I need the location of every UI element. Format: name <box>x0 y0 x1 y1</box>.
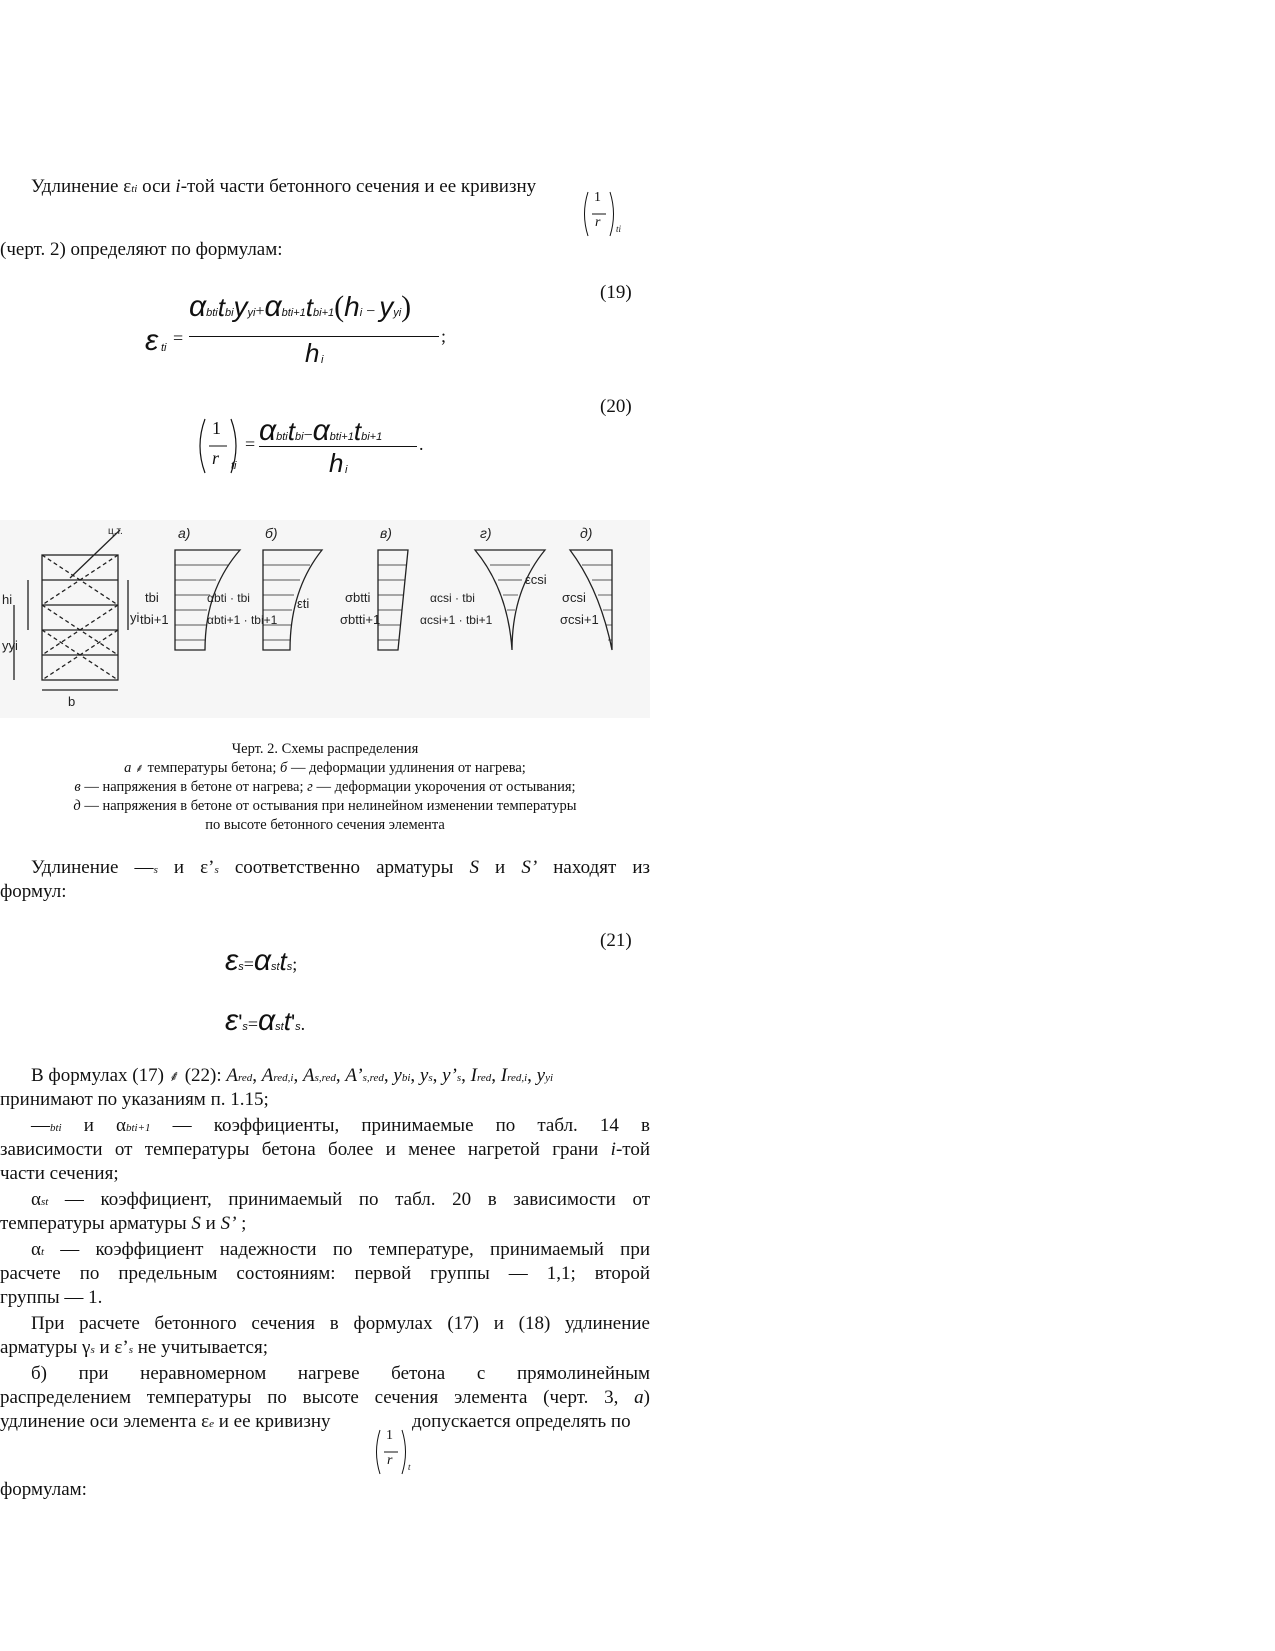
text: — коэффициенты, принимаемые по табл. 14 в <box>150 1115 650 1136</box>
var-y: y <box>233 291 248 322</box>
text: ; <box>236 1213 247 1234</box>
curvature-bracket-svg <box>580 188 640 240</box>
text: и ε’ <box>157 857 215 878</box>
subscript: bi+1 <box>361 431 383 443</box>
equals-sign: = <box>243 954 254 974</box>
alpha: α <box>258 1004 276 1037</box>
fig-g-label-2: αcsi+1 · tbi+1 <box>420 613 493 627</box>
text: α <box>31 1239 41 1260</box>
equation-number-19: (19) <box>600 282 632 303</box>
semicolon: ; <box>292 954 298 974</box>
subscript: bti+1 <box>329 431 354 443</box>
subscript: t <box>40 1246 45 1258</box>
caption-line <box>0 759 650 778</box>
caption-line: Черт. 2. Схемы распределения <box>231 741 419 757</box>
caption-line <box>0 797 650 816</box>
text: -той части бетонного сечения и ее кривизну <box>180 176 537 197</box>
text: находят из <box>537 857 651 878</box>
fig-b-eps-label: εti <box>297 596 310 611</box>
var-t: t <box>305 292 314 322</box>
italic-letter: д <box>73 798 81 814</box>
subscript: ti <box>231 460 237 472</box>
paragraph-line: формул: <box>0 881 67 902</box>
numerator: 1 <box>212 418 221 438</box>
text: оси <box>137 176 176 197</box>
fig-g-eps-label: εcsi <box>525 572 547 587</box>
figure-caption <box>0 740 650 835</box>
fig-label-a: а) <box>178 525 191 541</box>
subscript: bti <box>50 1122 62 1134</box>
var-t: t <box>283 1006 291 1036</box>
prime: ' <box>290 1010 296 1035</box>
fig-yi-label: yi <box>130 610 140 625</box>
text: не учитывается; <box>133 1337 268 1358</box>
text: ) <box>643 1387 650 1408</box>
text: и ее кривизну <box>214 1411 331 1432</box>
prime: ' <box>238 1010 243 1035</box>
text: температуры бетона; <box>144 760 281 776</box>
paragraph-line: части сечения; <box>0 1163 119 1184</box>
curvature-symbol <box>372 1426 422 1478</box>
paragraph-elongation-intro <box>0 175 650 201</box>
epsilon-symbol: ε <box>145 324 159 357</box>
italic-letter: в <box>74 779 81 795</box>
text: При расчете бетонного сечения в формулах (17) и (18) удлинение <box>31 1313 650 1334</box>
text: соответственно арматуры <box>218 857 470 878</box>
denominator-h: h <box>329 448 344 478</box>
curvature-symbol <box>580 188 640 240</box>
curvature-bracket-svg <box>372 1426 422 1478</box>
subscript: ti <box>616 224 622 234</box>
subscript: s <box>295 1021 301 1033</box>
subscript: bti+1 <box>281 307 306 319</box>
paragraph-line <box>0 1386 650 1410</box>
text: — <box>31 1115 50 1136</box>
period: . <box>300 1014 306 1034</box>
fig-b-label-1: αbti · tbi <box>207 591 250 605</box>
italic-letter: г <box>307 779 313 795</box>
text: арматуры γ <box>0 1337 91 1358</box>
subscript: yi <box>247 307 256 319</box>
fraction-bar <box>189 336 439 337</box>
fig-label-g: г) <box>480 525 492 541</box>
text: температуры арматуры <box>0 1213 192 1234</box>
italic-var: S’ <box>521 857 538 878</box>
paragraph-uneven-heating <box>0 1362 650 1386</box>
separator-glyph: ⸙ <box>168 1069 180 1085</box>
text: — коэффициент надежности по температуре, принимаемый при <box>44 1239 650 1260</box>
italic-letter: б <box>280 760 288 776</box>
paren-close: ) <box>401 290 412 323</box>
italic-letter: а <box>124 760 132 776</box>
paragraph-alpha-t <box>0 1238 650 1264</box>
equation-20 <box>195 414 435 484</box>
paragraph-concrete-section <box>0 1312 650 1336</box>
fig-d-label-2: σcsi+1 <box>560 612 599 627</box>
equation-number-20: (20) <box>600 396 632 417</box>
subscript: s <box>214 864 219 876</box>
subscript: s <box>90 1344 95 1356</box>
text: и ε’ <box>94 1337 129 1358</box>
text: -той <box>615 1139 650 1160</box>
denominator: r <box>595 215 601 230</box>
italic-var: i <box>610 1139 616 1160</box>
var-h: h <box>344 291 360 322</box>
subscript: s <box>153 864 158 876</box>
paragraph-line <box>0 1336 650 1362</box>
italic-var: S <box>191 1213 201 1234</box>
text: — деформации укорочения от остывания; <box>312 779 576 795</box>
subscript: bi <box>224 307 234 319</box>
subscript: i <box>359 307 363 319</box>
minus-sign: − <box>303 427 313 444</box>
fig-d-label-1: σcsi <box>562 590 586 605</box>
text: распределением температуры по высоте сечения элемента (черт. 3, <box>0 1387 635 1408</box>
fig-a-label-2: tbi+1 <box>140 612 169 627</box>
figure-chart-2 <box>0 520 650 718</box>
text: Удлинение — <box>31 857 154 878</box>
fig-label-b: б) <box>265 525 278 541</box>
fig-ct-label: ц.т. <box>108 526 123 537</box>
var-y: y <box>379 291 394 322</box>
italic-var: а <box>634 1387 644 1408</box>
var-t: t <box>217 292 225 322</box>
paragraph-line: формулам: <box>0 1479 87 1500</box>
equals-sign: = <box>173 328 184 348</box>
paragraph-line <box>0 1212 650 1236</box>
var-t: t <box>287 416 295 446</box>
subscript: yi <box>393 307 402 319</box>
alpha: α <box>259 414 277 447</box>
numerator <box>189 290 449 328</box>
text: удлинение оси элемента ε <box>0 1411 210 1432</box>
equation-21-line-2 <box>225 1004 305 1038</box>
subscript: i <box>321 354 324 366</box>
subscript: s <box>238 961 244 973</box>
minus-sign: − <box>362 303 380 320</box>
alpha: α <box>264 290 282 323</box>
paragraph-line: принимают по указаниям п. 1.15; <box>0 1089 269 1110</box>
alpha: α <box>253 944 271 977</box>
italic-var: S’ <box>220 1213 237 1234</box>
text: (22): <box>179 1065 227 1086</box>
fig-b-label-2: αbti+1 · tbi+1 <box>207 613 278 627</box>
subscript: st <box>40 1196 49 1208</box>
subscript: bi <box>294 431 304 443</box>
fig-v-label-2: σbtti+1 <box>340 612 381 627</box>
subscript: e <box>209 1418 215 1430</box>
period: . <box>419 434 424 454</box>
subscript: ti <box>131 183 138 195</box>
text: — деформации удлинения от нагрева; <box>287 760 526 776</box>
fig-label-d: д) <box>580 525 593 541</box>
numerator: 1 <box>594 190 601 205</box>
italic-var: i <box>175 176 181 197</box>
paragraph-line <box>0 1138 650 1162</box>
plus-sign: + <box>255 303 265 320</box>
epsilon-symbol: ε <box>225 944 239 977</box>
fig-hi-label: hi <box>2 592 13 607</box>
text: и <box>200 1213 221 1234</box>
text: и <box>478 857 522 878</box>
paragraph-line: группы — 1. <box>0 1287 103 1308</box>
var-t: t <box>279 946 287 976</box>
equation-21-line-1 <box>225 944 297 978</box>
epsilon-symbol: ε <box>225 1004 239 1037</box>
text: б) при неравномерном нагреве бетона с прямолинейным <box>31 1363 650 1384</box>
denominator: r <box>387 1453 393 1468</box>
equals-sign: = <box>245 434 256 454</box>
text: — коэффициент, принимаемый по табл. 20 в зависимости от <box>48 1189 650 1210</box>
subscript: t <box>408 1462 411 1472</box>
paragraph-reinforcement <box>0 856 650 882</box>
subscript: s <box>286 961 293 973</box>
alpha: α <box>189 290 207 323</box>
paragraph-alpha-bti <box>0 1114 650 1140</box>
denominator-h: h <box>305 338 320 368</box>
semicolon: ; <box>441 326 447 346</box>
text: — напряжения в бетоне от остывания при нелинейном изменении температуры <box>80 798 577 814</box>
separator-glyph: ⸙ <box>135 761 145 775</box>
paren-open: ( <box>334 290 345 323</box>
subscript: bti <box>206 307 218 319</box>
caption-line <box>0 778 650 797</box>
text: и α <box>61 1115 126 1136</box>
denominator: r <box>212 448 220 468</box>
paragraph-formulas-17-22: В формулах (17) ⸙ (22): Ared, Ared,i, As,red, A’s,red, ybi, ys, y’s, Ired, Ired,i, yyi <box>31 1065 554 1086</box>
fig-a-label-1: tbi <box>145 590 159 605</box>
fig-g-label-1: αcsi · tbi <box>430 591 475 605</box>
equation-number-21: (21) <box>600 930 632 951</box>
subscript: bi+1 <box>313 307 335 319</box>
equals-sign: = <box>247 1014 259 1034</box>
equation-19 <box>145 290 465 370</box>
caption-line: по высоте бетонного сечения элемента <box>205 817 445 833</box>
paragraph-line: расчете по предельным состояниям: первой группы — 1,1; второй <box>0 1263 650 1284</box>
subscript: s <box>242 1021 248 1033</box>
paragraph-line-tail: допускается определять по <box>412 1411 631 1432</box>
text: — напряжения в бетоне от нагрева; <box>80 779 308 795</box>
paragraph-alpha-st <box>0 1188 650 1214</box>
subscript: i <box>345 464 348 476</box>
subscript: s <box>128 1344 133 1356</box>
paragraph-line: (черт. 2) определяют по формулам: <box>0 239 283 260</box>
fig-yyi-label: yyi <box>2 638 18 653</box>
subscript: bti <box>276 431 288 443</box>
fig-label-v: в) <box>380 525 392 541</box>
text: α <box>31 1189 41 1210</box>
numerator: 1 <box>386 1428 393 1443</box>
text: Удлинение ε <box>31 176 132 197</box>
fraction-bar <box>259 446 417 447</box>
alpha: α <box>312 414 330 447</box>
figure-drawing <box>0 520 650 718</box>
numerator <box>259 414 429 448</box>
subscript: st <box>275 1021 284 1033</box>
italic-var: S <box>469 857 479 878</box>
text: зависимости от температуры бетона более и менее нагретой грани <box>0 1139 611 1160</box>
subscript: ti <box>161 342 167 354</box>
var-t: t <box>353 416 362 446</box>
fig-b-label: b <box>68 694 76 709</box>
text: В формулах (17) <box>31 1065 169 1086</box>
subscript: st <box>270 961 280 973</box>
fig-v-label-1: σbtti <box>345 590 371 605</box>
subscript: bti+1 <box>125 1122 151 1134</box>
